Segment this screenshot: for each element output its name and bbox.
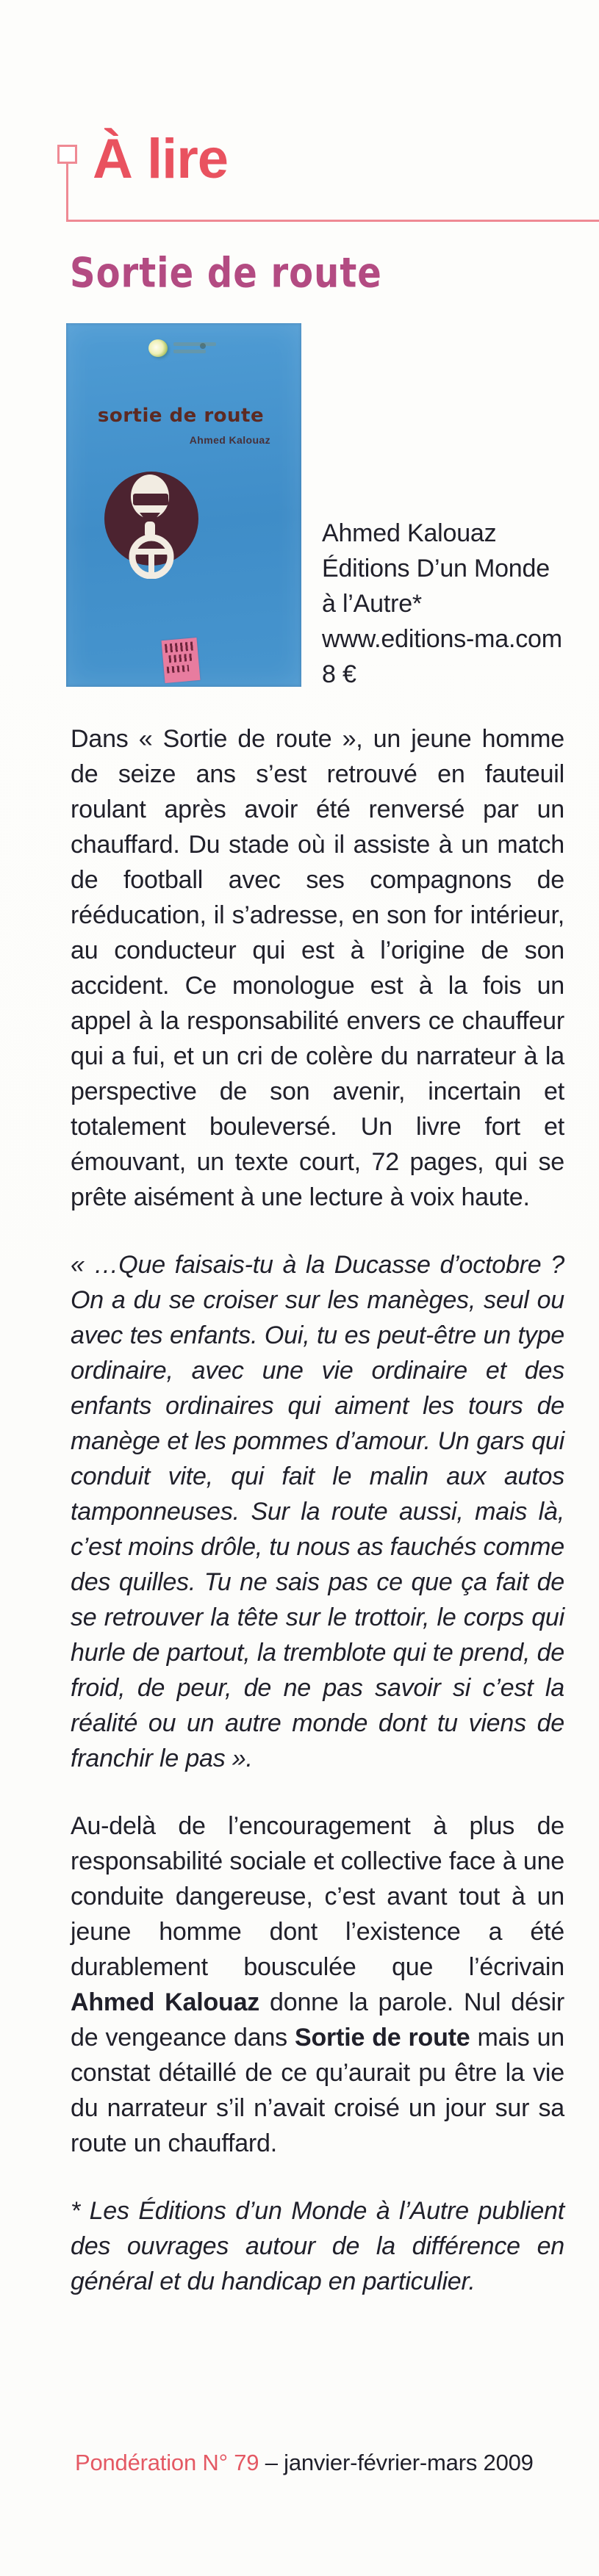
paragraph-commentary	[71, 1808, 564, 2161]
paragraph-commentary-text: Au-delà de l’encouragement à plus de responsabilité sociale et collective face à une conduite dangereuse, c’est avant tout à un jeune homme dont l’existence a été durablement bousculée que l’écrivain	[71, 1812, 564, 1981]
book-publisher-line2: à l’Autre*	[322, 590, 422, 618]
article-title: Sortie de route	[70, 249, 382, 297]
book-cover	[66, 323, 301, 687]
article-body	[71, 721, 564, 2331]
paragraph-commentary-text: donne la parole. Nul désir de vengeance dans	[71, 1988, 564, 2052]
cover-sticker	[162, 638, 201, 683]
book-details	[322, 516, 572, 692]
driver-steering-wheel-illustration	[103, 467, 203, 579]
header-bracket-vertical-line	[66, 162, 68, 222]
publisher-logo-icon	[148, 339, 168, 357]
sticker-stamp-marks	[165, 642, 193, 653]
paragraph-summary: Dans « Sortie de route », un jeune homme de seize ans s’est retrouvé en fauteuil roulant après avoir été renversé par un chauffard. Du stade où il assiste à un match de football avec ses compagnons de rééducation, il s’adresse, en son for intérieur, au conducteur qui est à l’origine de son accident. Ce monologue est à la fois un appel à la responsabilité envers ce chauffeur qui a fui, et un cri de colère du narrateur à la perspective de son avenir, incertain et totalement bouleversé. Un livre fort et émouvant, un texte court, 72 pages, qui se prête aisément à une lecture à voix haute.	[71, 725, 564, 1211]
footer-magazine-name: Pondération N° 79	[75, 2450, 259, 2475]
header-bracket-square	[57, 145, 77, 164]
publisher-logo-text-smudge	[173, 342, 216, 346]
page-footer	[75, 2449, 534, 2476]
paragraph-quote: « …Que faisais-tu à la Ducasse d’octobre ? On a du se croiser sur les manèges, seul ou avec tes enfants. Oui, tu es peut-être un type ordinaire, avec une vie ordinaire et des enfants ordinaires qui aiment les tours de manège et les pommes d’amour. Un gars qui conduit vite, qui fait le malin aux autos tamponneuses. Sur la route aussi, mais là, c’est moins drôle, tu nous as fauchés comme des quilles. Tu ne sais pas ce que ça fait de se retrouver la tête sur le trottoir, le corps qui hurle de partout, la tremblote qui te prend, de froid, de peur, de ne pas savoir si c’est la réalité ou un autre monde dont tu viens de franchir le pas ».	[71, 1251, 564, 1772]
sticker-stamp-marks	[168, 653, 194, 663]
book-publisher-line1: Éditions D’un Monde	[322, 555, 550, 582]
book-title-bold: Sortie de route	[295, 2024, 470, 2052]
sticker-stamp-marks	[167, 665, 190, 674]
author-name-bold: Ahmed Kalouaz	[71, 1988, 260, 2016]
footer-issue-date: – janvier-février-mars 2009	[259, 2450, 534, 2475]
book-website: www.editions-ma.com	[322, 625, 562, 653]
publisher-logo-text-smudge	[173, 350, 206, 353]
footnote: * Les Éditions d’un Monde à l’Autre publient des ouvrages autour de la différence en général et du handicap en particulier.	[71, 2197, 564, 2295]
cover-book-title: sortie de route	[97, 405, 265, 427]
cover-book-author: Ahmed Kalouaz	[189, 434, 270, 446]
header-bracket-horizontal-rule	[66, 220, 599, 222]
scan-speck	[200, 343, 206, 349]
section-label: À lire	[93, 128, 229, 190]
paragraph-commentary-text: mais un constat détaillé de ce qu’aurait pu être la vie du narrateur s’il n’avait croisé un jour sur sa route un chauffard.	[71, 2024, 564, 2157]
book-author: Ahmed Kalouaz	[322, 519, 497, 547]
book-price: 8 €	[322, 660, 356, 688]
